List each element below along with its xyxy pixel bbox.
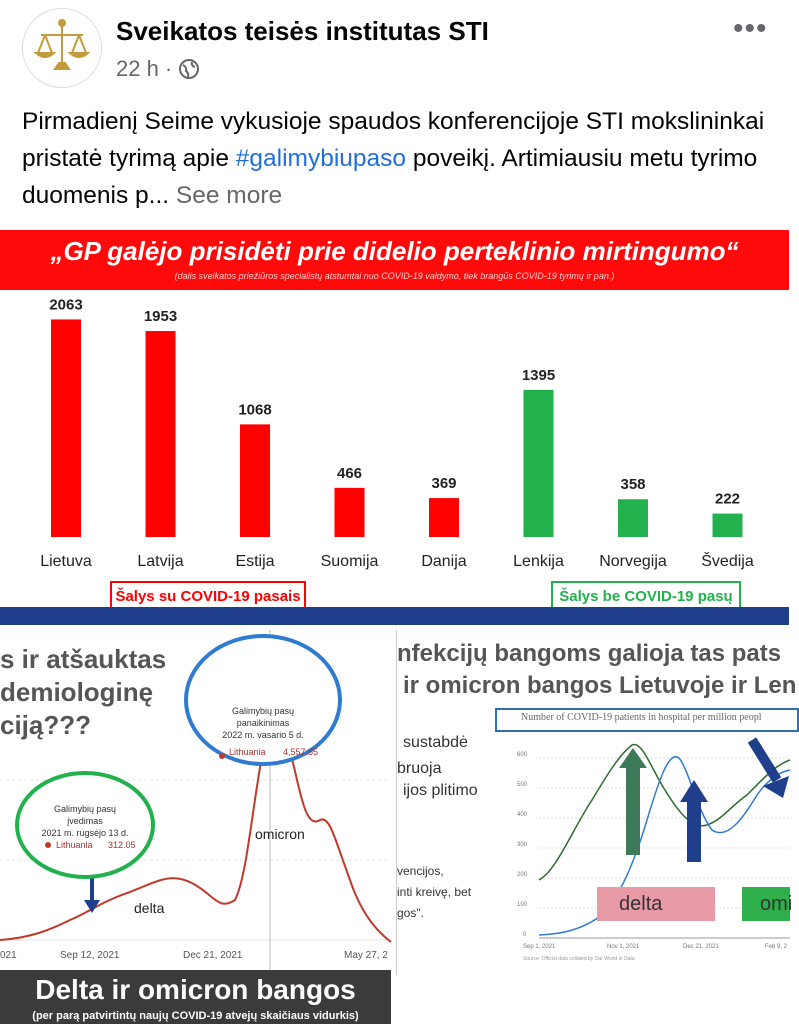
bar-value-label: 1395 — [521, 366, 556, 384]
bar-lenkija — [524, 390, 554, 537]
slide-footer — [0, 970, 391, 1024]
bubble-left-line1: Galimybių pasų — [53, 804, 117, 814]
globe-icon — [178, 58, 200, 80]
bubble-left-line2: įvedimas — [67, 816, 103, 826]
more-options-icon[interactable]: ••• — [733, 12, 768, 45]
post-meta — [116, 56, 200, 82]
bar-value-label: 2063 — [49, 296, 83, 314]
y-tick-0: 600 — [517, 752, 528, 758]
y-tick-2: 400 — [517, 812, 528, 818]
bubble-right-line2: panaikinimas — [236, 718, 290, 728]
x-tick-0: 021 — [0, 950, 17, 961]
bubble-left-label: Lithuania — [56, 840, 93, 850]
category-label: Norvegija — [599, 553, 667, 570]
bar-lietuva — [51, 319, 81, 537]
side-text-2: ijos plitimo — [403, 782, 478, 799]
x-tick-1: Sep 12, 2021 — [60, 950, 120, 961]
bar-latvija — [146, 331, 176, 537]
post-image-bar-chart[interactable] — [0, 230, 789, 625]
footer-subtitle: (per parą patvirtintų naujų COVID-19 atvejų skaičiaus vidurkis) — [32, 1010, 359, 1022]
bubble-right-line1: Galimybių pasų — [231, 706, 295, 716]
bar-chart — [0, 230, 789, 625]
see-more-link[interactable]: See more — [175, 182, 283, 209]
chart-source: Source: Official data collated by Our World in Data — [523, 956, 635, 962]
meta-separator: · — [164, 56, 173, 81]
category-label: Estija — [235, 553, 275, 570]
post-image-hospital[interactable] — [396, 630, 797, 975]
annotation-delta: delta — [134, 900, 165, 916]
post-header — [0, 0, 789, 95]
y-tick-1: 500 — [517, 782, 528, 788]
slide3-title-line2: ir omicron bangos Lietuvoje ir Len — [403, 672, 797, 699]
category-label: Latvija — [137, 553, 184, 570]
bar-estija — [240, 424, 270, 537]
bar-value-label: 369 — [431, 475, 457, 493]
hashtag-link[interactable]: #galimybiupaso — [235, 145, 407, 172]
bar-švedija — [713, 514, 743, 537]
category-label: Švedija — [701, 553, 754, 570]
bar-danija — [429, 498, 459, 537]
bubble-left-line3: 2021 m. rugsėjo 13 d. — [41, 828, 129, 838]
bar-value-label: 222 — [714, 490, 741, 508]
chart-header: Number of COVID-19 patients in hospital per million peopl — [521, 712, 762, 723]
bar-norvegija — [618, 499, 648, 537]
category-label: Danija — [421, 553, 467, 570]
post-text-part1: Pirmadienį Seime vykusioje spaudos konferencijoje STI mokslininkai pristatė tyrimą apie — [22, 108, 765, 172]
page-name[interactable]: Sveikatos teisės institutas STI — [116, 16, 489, 46]
x-tick-3: May 27, 2 — [344, 950, 388, 961]
bar-suomija — [335, 488, 365, 537]
slide3-title-line1: nfekcijų bangoms galioja tas pats — [397, 640, 782, 667]
bubble-right-value: 4,557.85 — [283, 747, 319, 757]
slide-title-line3: ciją??? — [0, 710, 92, 740]
footer-title: Delta ir omicron bangos — [35, 974, 356, 1005]
chart-title: „GP galėjo prisidėti prie didelio perteklinio mirtingumo“ — [50, 236, 739, 266]
label-delta: delta — [619, 893, 663, 915]
x3-tick-3: Feb 9, 2 — [765, 944, 788, 950]
post-time[interactable]: 22 h — [116, 56, 159, 81]
y-tick-6: 0 — [523, 932, 527, 938]
side-text-4: inti kreivę, bet — [397, 885, 472, 899]
annotation-omicron: omicron — [255, 826, 305, 842]
category-label: Lietuva — [40, 553, 92, 570]
side-text-0: sustabdė — [403, 734, 468, 751]
bar-value-label: 358 — [620, 476, 646, 494]
y-tick-5: 100 — [517, 902, 528, 908]
hospital-chart — [397, 630, 793, 975]
bar-value-label: 1953 — [143, 308, 178, 326]
slide-title-line2: demiologinę — [0, 677, 154, 707]
chart-subtitle: (dalis sveikatos priežiūros specialistų atstumtai nuo COVID-19 valdymo, tiek brangūs COVID-19 tyrimų ir pan.) — [174, 271, 615, 281]
category-label: Suomija — [320, 553, 379, 570]
x-tick-2: Dec 21, 2021 — [183, 950, 243, 961]
slide-title-line1: s ir atšauktas — [0, 644, 167, 674]
bubble-right-label: Lithuania — [229, 747, 266, 757]
y-tick-4: 200 — [517, 872, 528, 878]
bubble-left-value: 312.05 — [108, 840, 136, 850]
legend-with-pass: Šalys su COVID-19 pasais — [110, 581, 306, 611]
label-omi: omi — [760, 893, 793, 915]
image-spacer — [391, 975, 789, 1024]
post-text-part2: poveikį. Artimiausiu metu tyrimo duomenis p... — [22, 145, 758, 209]
side-text-5: gos". — [397, 906, 424, 920]
legend-without-pass: Šalys be COVID-19 pasų — [551, 581, 741, 611]
x3-tick-2: Dec 21, 2021 — [683, 944, 719, 950]
post-text — [22, 103, 772, 214]
y-tick-3: 300 — [517, 842, 528, 848]
side-text-1: bruoja — [397, 760, 442, 777]
bar-value-label: 466 — [336, 464, 363, 482]
side-text-3: vencijos, — [397, 864, 444, 878]
x3-tick-1: Nov 1, 2021 — [607, 944, 640, 950]
scales-logo-icon — [23, 9, 101, 87]
bubble-right-line3: 2022 m. vasario 5 d. — [222, 730, 304, 740]
avatar[interactable] — [22, 8, 102, 88]
post-image-cases[interactable] — [0, 630, 391, 1024]
bar-value-label: 1068 — [238, 401, 272, 419]
blue-footer-bar — [0, 607, 789, 625]
category-label: Lenkija — [513, 553, 564, 570]
x3-tick-0: Sep 1, 2021 — [523, 944, 556, 950]
